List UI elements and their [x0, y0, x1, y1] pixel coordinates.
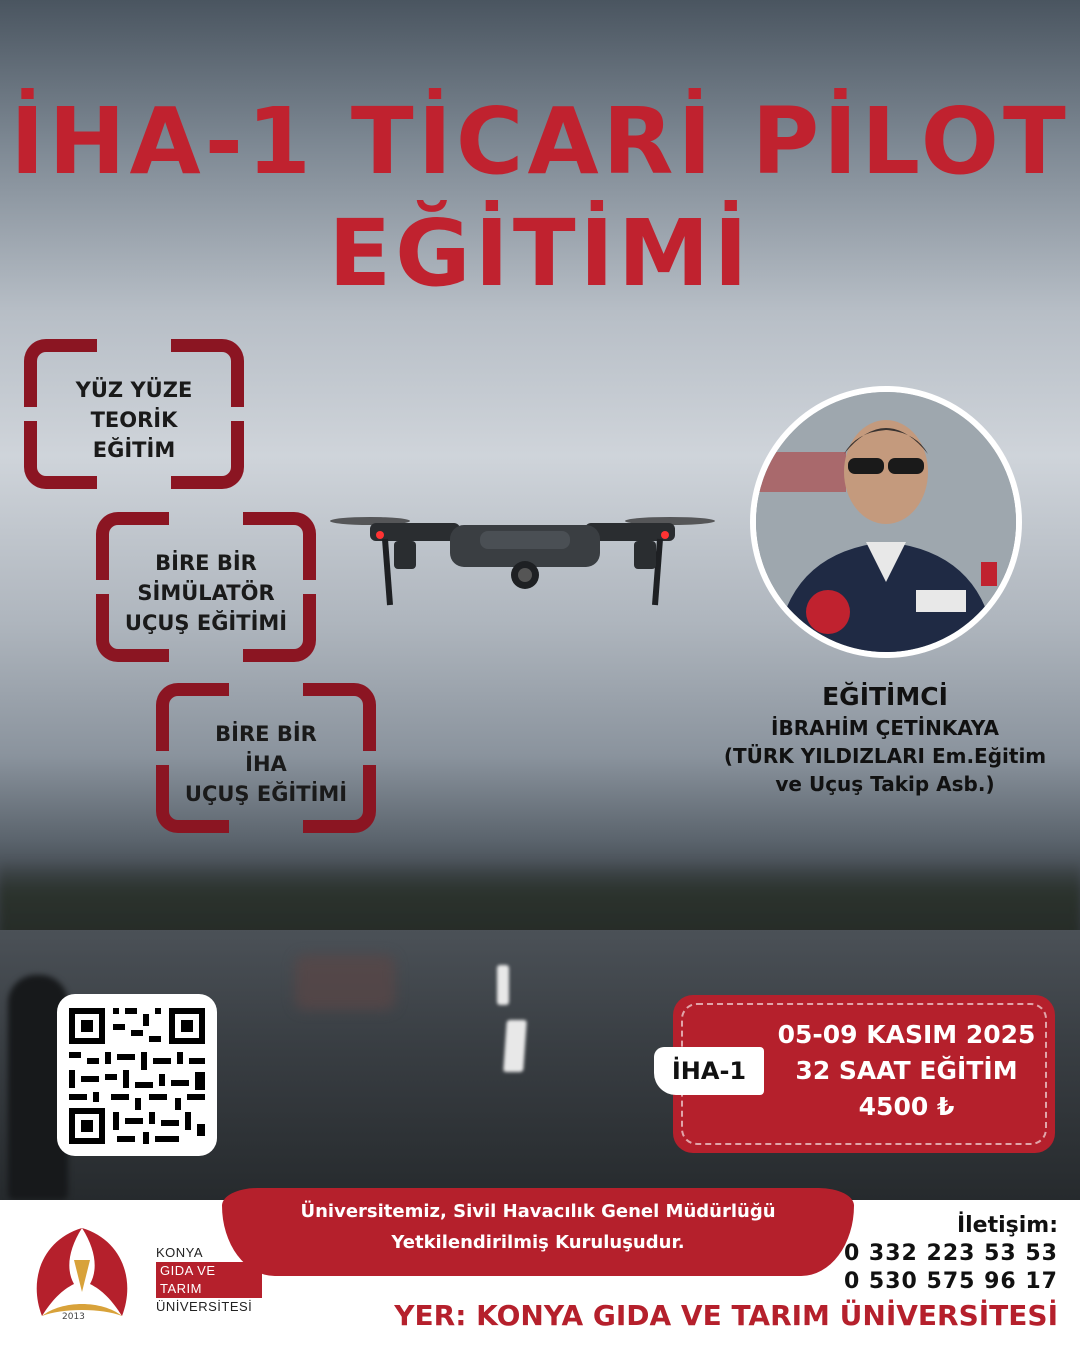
contact-phone-1[interactable]: 0 332 223 53 53: [843, 1241, 1058, 1266]
qr-code[interactable]: [57, 994, 217, 1156]
feature-line: SİMÜLATÖR: [137, 581, 275, 605]
logo-line2: GIDA VE TARIM: [156, 1262, 262, 1298]
banner-text: [222, 1196, 854, 1258]
feature-line: EĞİTİM: [92, 438, 176, 462]
authorization-banner: [222, 1188, 854, 1276]
course-details: [768, 1017, 1045, 1125]
feature-line: İHA: [245, 752, 287, 776]
feature-box-theory: [24, 339, 244, 489]
feature-box-flight: [156, 683, 376, 833]
course-tag: İHA-1: [654, 1047, 764, 1095]
instructor-title-line2: ve Uçuş Takip Asb.): [775, 772, 995, 796]
feature-line: UÇUŞ EĞİTİMİ: [124, 611, 288, 635]
university-logo: [22, 1220, 262, 1340]
feature-text: [116, 548, 296, 638]
contact-phone-2[interactable]: 0 530 575 96 17: [843, 1269, 1058, 1294]
instructor-photo: [756, 392, 1016, 652]
runway-marking: [497, 965, 509, 1005]
contact-title: İletişim:: [956, 1213, 1058, 1238]
banner-line1: Üniversitemiz, Sivil Havacılık Genel Müdürlüğü: [300, 1201, 776, 1222]
logo-line3: ÜNİVERSİTESİ: [156, 1299, 253, 1314]
course-price: 4500 ₺: [858, 1092, 955, 1121]
drone-image: [330, 505, 720, 625]
page-title-line1: İHA-1 TİCARİ PİLOT: [10, 88, 1070, 195]
instructor-photo-frame: [750, 386, 1022, 658]
instructor-role: EĞİTİMCİ: [822, 682, 948, 711]
feature-line: UÇUŞ EĞİTİMİ: [184, 782, 348, 806]
instructor-title-line1: (TÜRK YILDIZLARI Em.Eğitim: [723, 744, 1047, 768]
contact-info: [844, 1212, 1058, 1296]
runway-marking: [503, 1020, 527, 1072]
event-location: YER: KONYA GIDA VE TARIM ÜNİVERSİTESİ: [394, 1299, 1058, 1332]
feature-line: BİRE BİR: [155, 551, 257, 575]
feature-line: BİRE BİR: [215, 722, 317, 746]
course-dates: 05-09 KASIM 2025: [777, 1020, 1036, 1049]
feature-text: [44, 375, 224, 465]
banner-line2: Yetkilendirilmiş Kuruluşudur.: [391, 1232, 685, 1253]
qr-code-icon: [57, 994, 217, 1156]
feature-text: [176, 719, 356, 809]
spectator-group: [295, 955, 395, 1010]
instructor-name: İBRAHİM ÇETİNKAYA: [771, 716, 999, 740]
course-duration: 32 SAAT EĞİTİM: [795, 1056, 1018, 1085]
instructor-info: [700, 680, 1070, 798]
page-title-line2: EĞİTİMİ: [328, 200, 752, 307]
feature-line: YÜZ YÜZE: [75, 378, 193, 402]
feature-box-simulator: [96, 512, 316, 662]
logo-year: 2013: [62, 1312, 85, 1322]
university-name: [156, 1244, 262, 1316]
instructor-portrait: [756, 392, 1016, 652]
logo-line1: KONYA: [156, 1245, 204, 1260]
feature-line: TEORİK: [90, 408, 178, 432]
